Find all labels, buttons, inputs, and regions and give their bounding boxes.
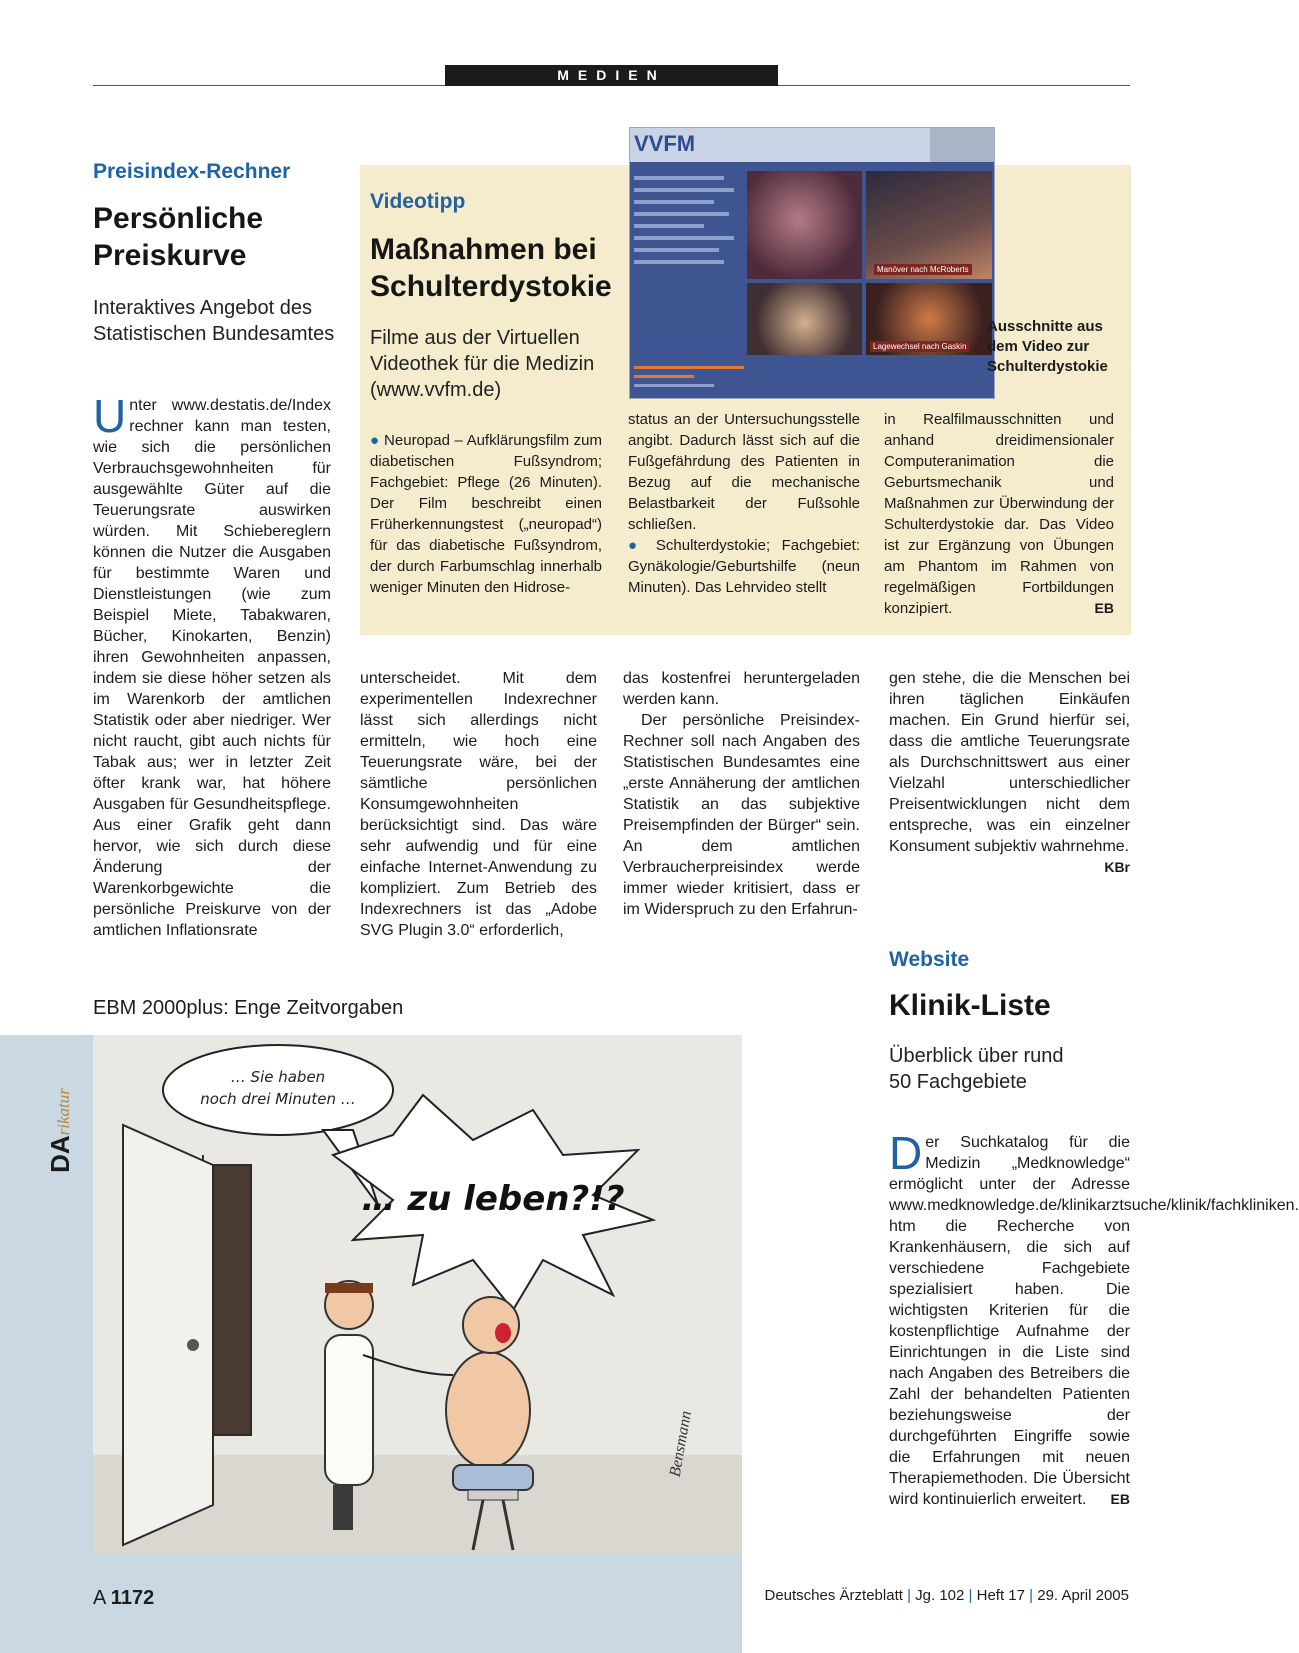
bullet-icon: ● bbox=[628, 537, 645, 554]
cartoon-bubble1-line: noch drei Minuten … bbox=[200, 1090, 356, 1108]
video-still-model bbox=[866, 171, 992, 279]
article3-body bbox=[889, 1127, 1299, 1510]
article1-deck: Interaktives Angebot des Statistischen Bundesamtes bbox=[93, 297, 335, 345]
page-number-value: 1172 bbox=[110, 1587, 155, 1609]
article1-col4 bbox=[889, 668, 1130, 878]
article3-deck: Überblick über rund 50 Fachgebiete bbox=[889, 1045, 1064, 1093]
article2-col2-p2: Schulterdystokie; Fachgebiet: Gynäkologie/Geburtshilfe (neun Minuten). Das Lehrvideo stellt bbox=[628, 537, 860, 596]
page-number bbox=[93, 1587, 154, 1610]
article2-col1-text: Neuropad – Aufklärungsfilm zum diabetischen Fußsyndrom; Fachgebiet: Pflege (26 Minuten). Der Film beschreibt einen Früherkennungstest („neuropad“) für das diabetische Fußsyndrom, der durch Farbumschlag innerhalb weniger Minuten den Hidrose- bbox=[370, 432, 603, 596]
article3-kicker: Website bbox=[889, 948, 970, 971]
dakarikatur-logo bbox=[44, 1075, 84, 1185]
video-label-b: Lagewechsel nach Gaskin bbox=[870, 341, 969, 352]
article1-col4-text: gen stehe, die die Menschen bei ihren täglichen Einkäufen machen. Ein Grund hierfür sei, dass die amtliche Teuerungsrate als Durchschnittswert aus einer Vielzahl unterschiedlicher Preisentwicklungen nicht dem entspreche, was ein einzelner Konsument subjektiv wahrnehme. bbox=[889, 670, 1130, 855]
cartoon-bubble1-line: … Sie haben bbox=[230, 1068, 326, 1086]
article1-col2 bbox=[360, 668, 597, 941]
cartoon-drawing bbox=[93, 1035, 742, 1553]
article2-col2-p1: status an der Untersuchungsstelle angibt. Dadurch lässt sich auf die Fußgefährdung des Patienten in Bezug auf die mechanische Belastbarkeit der Fußsohle schließen. bbox=[628, 411, 860, 533]
article1-col2-text: unterscheidet. Mit dem experimentellen Indexrechner lässt sich allerdings nicht ermitteln, wie hoch eine Teuerungsrate wäre, bei der sämtliche persönlichen Konsumgewohnheiten berücksichtigt sind. Das wäre sehr aufwendig und für eine einfache Internet-Anwendung zu kompliziert. Zum Betrieb des Indexrechners ist das „Adobe SVG Plugin 3.0“ erforderlich, bbox=[360, 670, 597, 939]
video-still-head bbox=[747, 171, 862, 279]
article3-dropcap: D bbox=[889, 1127, 923, 1179]
cartoon-signature: Bensmann bbox=[666, 1409, 695, 1479]
article1-headline-line2: Preiskurve bbox=[93, 239, 247, 272]
article1-headline bbox=[93, 200, 343, 274]
article1-kicker: Preisindex-Rechner bbox=[93, 160, 291, 183]
screenshot-caption: Ausschnitte aus dem Video zur Schulterdystokie bbox=[987, 318, 1108, 375]
journal-info: Deutsches Ärzteblatt | Jg. 102 | Heft 17 | 29. April 2005 bbox=[764, 1587, 1129, 1604]
video-screenshot bbox=[629, 127, 995, 399]
article1-col1 bbox=[93, 390, 331, 941]
article2-headline bbox=[370, 231, 620, 305]
dakarikatur-rest: rikatur bbox=[53, 1088, 73, 1136]
article2-deck: Filme aus der Virtuellen Videothek für die Medizin (www.vvfm.de) bbox=[370, 327, 595, 401]
article1-col1-text: nter www.destatis.de/Index rechner kann man testen, wie sich die persönlichen Verbrauchsgewohnheiten für ausgewählte Güter auf die Teuerungsrate auswirken würden. Mit Schiebereglern können die Nutzer die Ausgaben für bestimmte Waren und Dienstleistungen (wie zum Beispiel Miete, Tabakwaren, Bücher, Kinokarten, Benzin) ihren Gewohnheiten anpassen, indem sie diese höher setzen als im Warenkorb der amtlichen Statistik oder aber niedriger. Wer nicht raucht, gibt auch nichts für Tabak aus; wer in letzter Zeit öfter krank war, hat höhere Ausgaben für Gesundheitspflege. Aus einer Grafik geht dann hervor, wie sich durch diese Änderung der Warenkorbgewichte die persönliche Preiskurve von der amtlichen Inflationsrate bbox=[93, 397, 331, 939]
vvfm-logo: VVFM bbox=[634, 131, 696, 156]
article1-col3-p2: Der persönliche Preisindex-Rechner soll nach Angaben des Statistischen Bundesamtes eine „erste Annäherung der amtlichen Statistik an das subjektive Preisempfinden der Bürger“ sein. An dem amtlichen Verbraucherpreisindex werde immer wieder kritisiert, dass er im Widerspruch zu den Erfahrun- bbox=[623, 712, 860, 918]
dakarikatur-da: DA bbox=[44, 1135, 75, 1173]
article2-headline-line2: Schulterdystokie bbox=[370, 270, 612, 303]
article1-col3-p1: das kostenfrei heruntergeladen werden kann. bbox=[623, 670, 860, 708]
video-still-baby bbox=[747, 283, 862, 355]
article1-headline-line1: Persönliche bbox=[93, 202, 264, 235]
cartoon-image bbox=[93, 1035, 742, 1553]
article3-headline: Klinik-Liste bbox=[889, 989, 1051, 1022]
article3-signature: EB bbox=[1110, 1491, 1130, 1507]
article2-signature: EB bbox=[1094, 600, 1114, 616]
cartoon-bubble2-text: … zu leben?!? bbox=[361, 1179, 625, 1219]
cartoon-title: EBM 2000plus: Enge Zeitvorgaben bbox=[93, 997, 404, 1019]
article1-dropcap: U bbox=[93, 390, 127, 442]
video-still-pelvis bbox=[866, 283, 992, 355]
bullet-icon: ● bbox=[370, 432, 380, 449]
article2-col2-p2-wrap bbox=[628, 535, 860, 598]
journal-name: Deutsches Ärzteblatt bbox=[764, 1587, 903, 1604]
section-tag: MEDIEN bbox=[445, 65, 778, 86]
article2-col1 bbox=[370, 430, 602, 598]
article2-col3 bbox=[884, 409, 1114, 619]
journal-issue: Heft 17 bbox=[976, 1587, 1025, 1604]
article2-kicker: Videotipp bbox=[370, 190, 466, 213]
journal-date: 29. April 2005 bbox=[1037, 1587, 1129, 1604]
page-prefix: A bbox=[93, 1587, 107, 1609]
article3-body-text: er Suchkatalog für die Medizin „Medknowledge“ ermöglicht unter der Adresse www.medknowledge.de/klinikarztsuche/klinik/fachkliniken. htm die Recherche von Krankenhäusern, die sich auf verschiedene Fachgebiete spezialisiert haben. Die wichtigsten Kriterien für die kostenpflichtige Aufnahme der Einrichtungen in die Liste sind nach Angaben des Betreibers die Zahl der behandelten Patienten beziehungsweise der durchgeführten Eingriffe sowie die Erfahrungen mit neuen Therapiemethoden. Die Übersicht wird kontinuierlich erweitert. bbox=[889, 1134, 1299, 1508]
journal-volume: Jg. 102 bbox=[915, 1587, 965, 1604]
article2-col3-text: in Realfilmausschnitten und anhand dreidimensionaler Computeranimation die Geburtsmechanik und Maßnahmen zur Überwindung der Schulterdystokie dar. Das Video ist zur Ergänzung von Übungen am Phantom im Rahmen von regelmäßigen Fortbildungen konzipiert. bbox=[884, 411, 1114, 617]
article1-col3 bbox=[623, 668, 860, 920]
article1-signature: KBr bbox=[1104, 859, 1130, 875]
article2-col2 bbox=[628, 409, 860, 598]
article2-headline-line1: Maßnahmen bei bbox=[370, 233, 597, 266]
video-label-a: Manöver nach McRoberts bbox=[874, 264, 972, 275]
